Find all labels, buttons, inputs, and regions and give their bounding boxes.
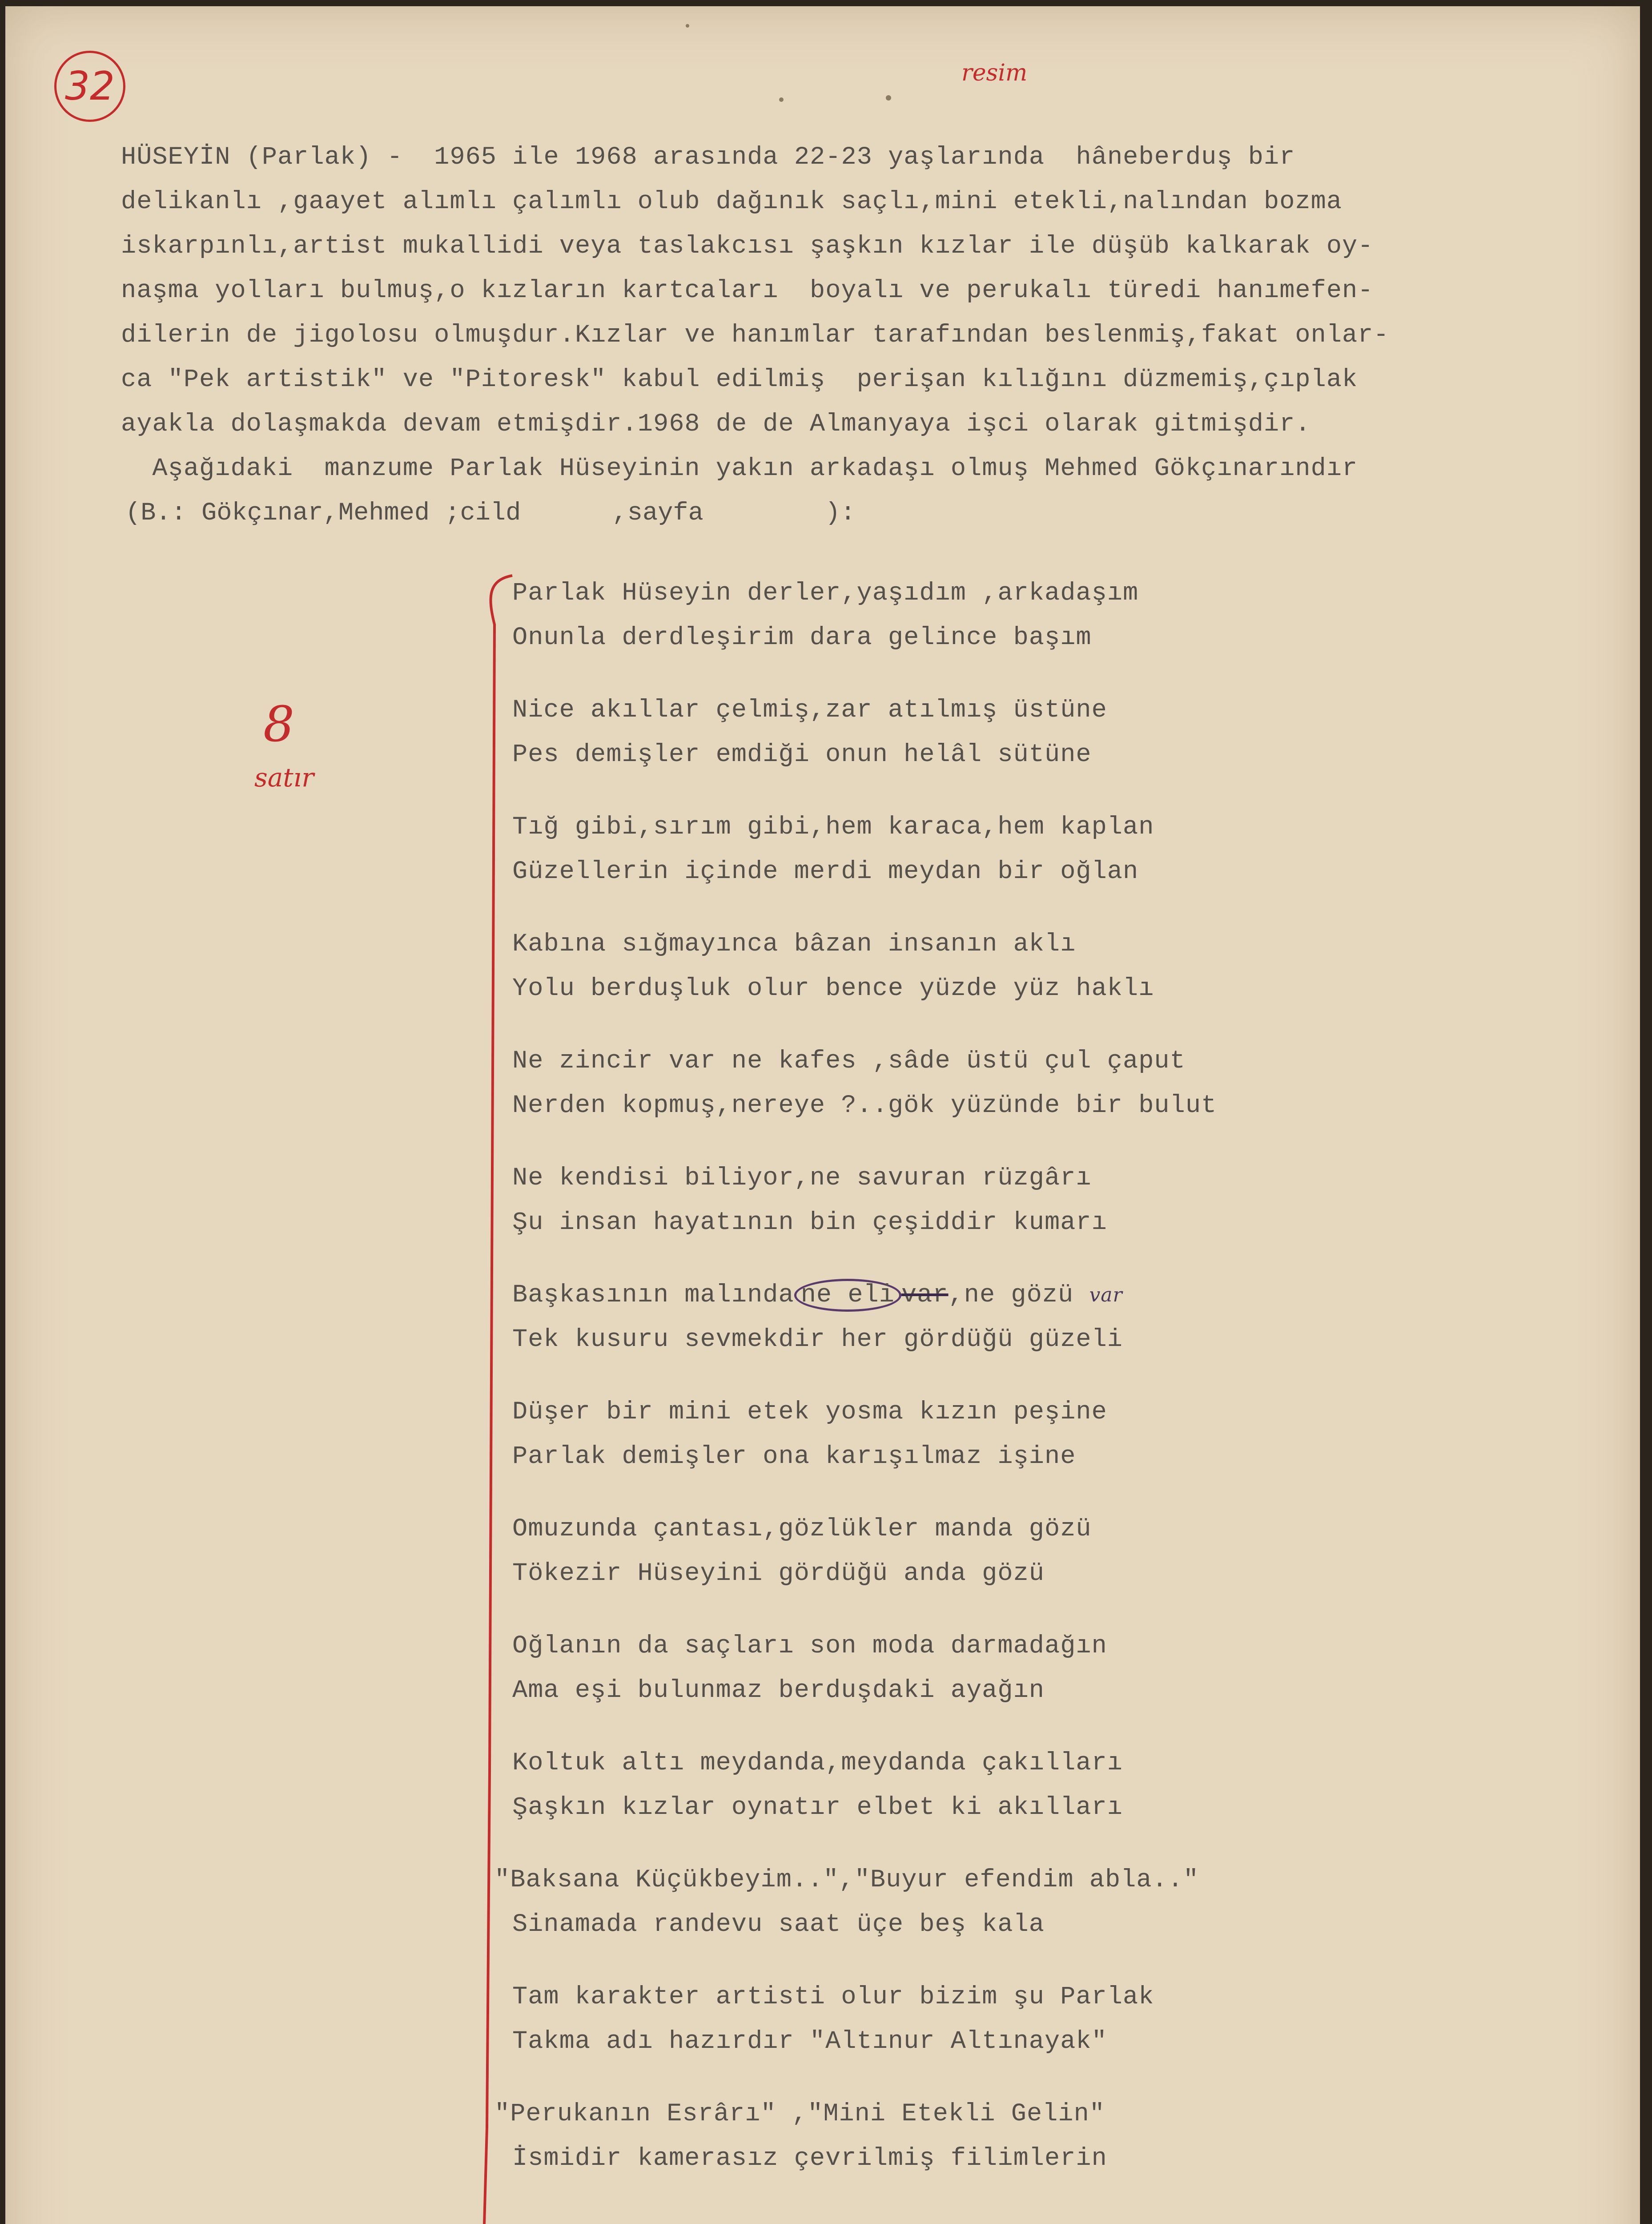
poem-line: Nerden kopmuş,nereye ?..gök yüzünde bir bulut <box>512 1092 1217 1120</box>
poem-line: Ne zincir var ne kafes ,sâde üstü çul çaput <box>512 1047 1186 1076</box>
poem-line: Sinamada randevu saat üçe beş kala <box>512 1910 1045 1939</box>
stanza <box>512 1039 1535 1156</box>
poem-line-corrected <box>512 1273 1535 1317</box>
poem-line: Tek kusuru sevmekdir her gördüğü güzeli <box>512 1326 1123 1354</box>
stanza <box>494 2092 1535 2209</box>
paper-speck <box>779 97 784 102</box>
poem <box>494 571 1535 2209</box>
margin-note-satir: satır <box>254 762 314 793</box>
intro-line: Aşağıdaki manzume Parlak Hüseyinin yakın arkadaşı olmuş Mehmed Gökçınarındır <box>121 455 1358 483</box>
poem-line: "Perukanın Esrârı" ,"Mini Etekli Gelin" <box>494 2100 1105 2128</box>
paper-speck <box>886 95 891 101</box>
handwritten-insertion: var <box>1089 1284 1123 1306</box>
poem-line: Yolu berduşluk olur bence yüzde yüz haklı <box>512 975 1154 1003</box>
intro-line: ayakla dolaşmakda devam etmişdir.1968 de de Almanyaya işci olarak gitmişdir. <box>121 410 1311 439</box>
intro-paragraph <box>121 135 1588 491</box>
poem-line: Kabına sığmayınca bâzan insanın aklı <box>512 930 1076 959</box>
stanza <box>512 1741 1535 1858</box>
poem-line: İsmidir kamerasız çevrilmiş filimlerin <box>512 2144 1107 2173</box>
poem-line: Ne kendisi biliyor,ne savuran rüzgârı <box>512 1164 1092 1193</box>
source-reference: (B.: Gökçınar,Mehmed ;cild ,sayfa ): <box>125 499 856 528</box>
margin-number: 8 <box>263 696 294 753</box>
stanza <box>512 922 1535 1039</box>
paper-speck <box>686 24 689 28</box>
poem-line-start: Başkasının malında <box>512 1281 794 1309</box>
stanza <box>512 688 1535 805</box>
poem-line: Tam karakter artisti olur bizim şu Parlak <box>512 1983 1154 2011</box>
intro-line: iskarpınlı,artist mukallidi veya taslakcısı şaşkın kızlar ile düşüb kalkarak oy- <box>121 232 1374 261</box>
poem-line: Parlak demişler ona karışılmaz işine <box>512 1442 1076 1471</box>
stanza <box>512 1156 1535 1273</box>
struck-word: var <box>901 1281 949 1309</box>
intro-line: dilerin de jigolosu olmuşdur.Kızlar ve hanımlar tarafından beslenmiş,fakat onlar- <box>121 321 1389 350</box>
intro-line: delikanlı ,gaayet alımlı çalımlı olub dağınık saçlı,mini etekli,nalından bozma <box>121 188 1343 216</box>
stanza <box>512 1390 1535 1507</box>
intro-line: naşma yolları bulmuş,o kızların kartcaları boyalı ve perukalı türedi hanımefen- <box>121 277 1374 305</box>
stanza <box>512 1507 1535 1624</box>
poem-line: Şaşkın kızlar oynatır elbet ki akılları <box>512 1793 1123 1822</box>
stanza <box>512 571 1535 688</box>
stanza <box>512 1975 1535 2092</box>
handwritten-note-resim: resim <box>961 60 1028 86</box>
poem-line: Parlak Hüseyin derler,yaşıdım ,arkadaşım <box>512 579 1139 608</box>
intro-line: ca "Pek artistik" ve "Pitoresk" kabul edilmiş perişan kılığını düzmemiş,çıplak <box>121 366 1358 394</box>
poem-line: Şu insan hayatının bin çeşiddir kumarı <box>512 1209 1107 1237</box>
intro-line: HÜSEYİN (Parlak) - 1965 ile 1968 arasında 22-23 yaşlarında hâneberduş bir <box>121 143 1295 172</box>
document-page <box>5 6 1640 2224</box>
page-number-circle: 32 <box>54 51 125 122</box>
circled-correction: ne eli <box>794 1279 901 1312</box>
stanza <box>512 805 1535 922</box>
poem-line-end: ,ne gözü <box>948 1281 1074 1309</box>
poem-line: Takma adı hazırdır "Altınur Altınayak" <box>512 2027 1107 2056</box>
poem-line: Nice akıllar çelmiş,zar atılmış üstüne <box>512 696 1107 725</box>
poem-line: Onunla derdleşirim dara gelince başım <box>512 624 1092 652</box>
poem-line: "Baksana Küçükbeyim..","Buyur efendim abla.." <box>494 1866 1199 1894</box>
stanza <box>512 1624 1535 1741</box>
poem-line: Pes demişler emdiği onun helâl sütüne <box>512 741 1092 769</box>
stanza <box>494 1858 1535 1975</box>
poem-line: Tığ gibi,sırım gibi,hem karaca,hem kaplan <box>512 813 1154 842</box>
poem-line: Ama eşi bulunmaz berduşdaki ayağın <box>512 1676 1045 1705</box>
poem-line: Tökezir Hüseyini gördüğü anda gözü <box>512 1559 1045 1588</box>
poem-line: Omuzunda çantası,gözlükler manda gözü <box>512 1515 1092 1543</box>
poem-line: Güzellerin içinde merdi meydan bir oğlan <box>512 858 1139 886</box>
stanza-with-correction <box>512 1273 1535 1390</box>
poem-line: Oğlanın da saçları son moda darmadağın <box>512 1632 1107 1660</box>
poem-line: Düşer bir mini etek yosma kızın peşine <box>512 1398 1107 1426</box>
poem-line: Koltuk altı meydanda,meydanda çakılları <box>512 1749 1123 1777</box>
